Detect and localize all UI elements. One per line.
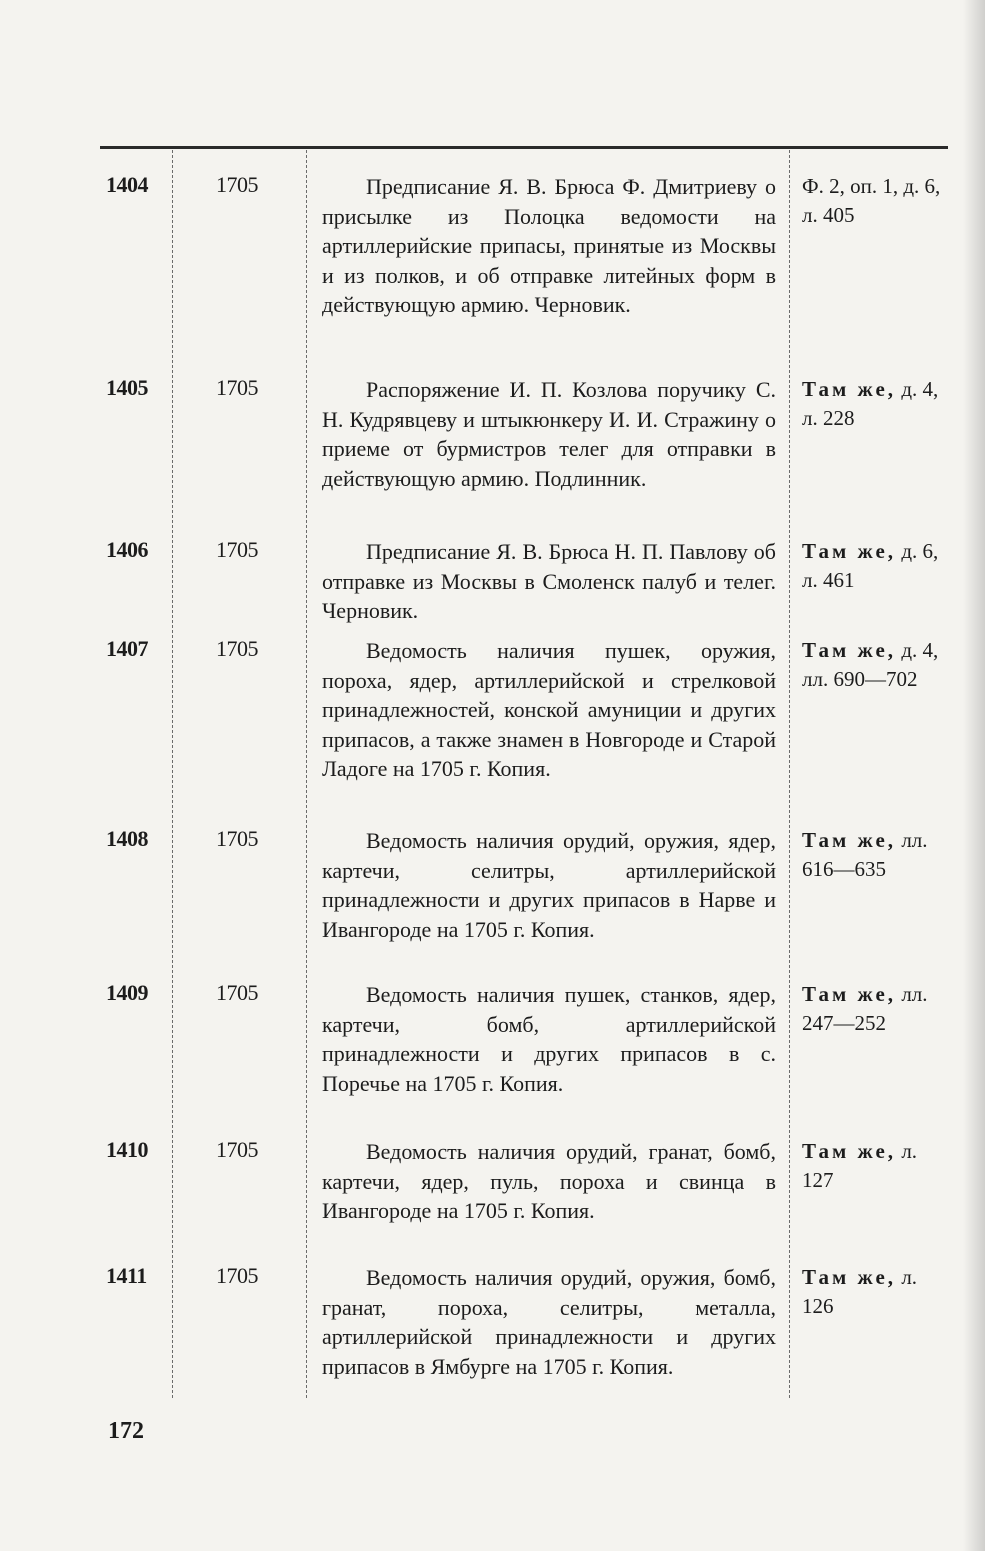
reference-text: лл. 616—635 — [802, 828, 928, 881]
row-reference — [802, 826, 952, 884]
row-number: 1408 — [106, 826, 148, 851]
row-number: 1407 — [106, 636, 148, 661]
row-number: 1404 — [106, 172, 148, 197]
reference-text: Ф. 2, оп. 1, д. 6, л. 405 — [802, 174, 941, 227]
reference-same-label: Там же, — [802, 638, 897, 662]
reference-text: л. 127 — [802, 1139, 918, 1192]
row-description: Предписание Я. В. Брюса Ф. Дмитриеву о присылке из Полоцка ведомости на артиллерийские припасы, принятые из Москвы и из полков, и об отправке литейных форм в действующую армию. Черновик. — [322, 174, 776, 317]
row-description: Ведомость наличия пушек, станков, ядер, картечи, бомб, артиллерийской принадлежности и других припасов в с. Поречье на 1705 г. Копия. — [322, 982, 776, 1096]
row-number: 1411 — [106, 1263, 147, 1288]
row-description: Распоряжение И. П. Козлова поручику С. Н. Кудрявцеву и штыкюнкеру И. И. Стражину о приеме от бурмистров телег для отправки в действующую армию. Подлинник. — [322, 377, 776, 491]
row-reference — [802, 172, 952, 230]
reference-same-label: Там же, — [802, 1139, 897, 1163]
row-description: Предписание Я. В. Брюса Н. П. Павлову об отправке из Москвы в Смоленск палуб и телег. Черновик. — [322, 539, 776, 623]
reference-text: л. 126 — [802, 1265, 918, 1318]
row-description: Ведомость наличия орудий, оружия, бомб, гранат, пороха, селитры, металла, артиллерийской принадлежности и других припасов в Ямбурге на 1705 г. Копия. — [322, 1265, 776, 1379]
column-divider-year — [306, 150, 307, 1398]
row-reference — [802, 636, 952, 694]
row-reference — [802, 1263, 952, 1321]
row-number: 1409 — [106, 980, 148, 1005]
row-year: 1705 — [216, 375, 258, 400]
row-description: Ведомость наличия орудий, оружия, ядер, картечи, селитры, артиллерийской принадлежности и других припасов в Нарве и Ивангороде на 1705 г. Копия. — [322, 828, 776, 942]
reference-same-label: Там же, — [802, 377, 897, 401]
column-divider-number — [172, 150, 173, 1398]
row-year: 1705 — [216, 826, 258, 851]
reference-same-label: Там же, — [802, 539, 897, 563]
reference-text: д. 6, л. 461 — [802, 539, 939, 592]
row-number: 1405 — [106, 375, 148, 400]
reference-text: лл. 247—252 — [802, 982, 928, 1035]
row-year: 1705 — [216, 172, 258, 197]
row-number: 1406 — [106, 537, 148, 562]
row-year: 1705 — [216, 537, 258, 562]
row-year: 1705 — [216, 1137, 258, 1162]
row-year: 1705 — [216, 980, 258, 1005]
row-description: Ведомость наличия орудий, гранат, бомб, картечи, ядер, пуль, пороха и свинца в Ивангороде на 1705 г. Копия. — [322, 1139, 776, 1223]
column-divider-description — [789, 150, 790, 1398]
row-description: Ведомость наличия пушек, оружия, пороха, ядер, артиллерийской и стрелковой принадлежностей, конской амуниции и других припасов, а также знамен в Новгороде и Старой Ладоге на 1705 г. Копия. — [322, 638, 776, 781]
row-year: 1705 — [216, 1263, 258, 1288]
reference-same-label: Там же, — [802, 982, 897, 1006]
reference-text: д. 4, л. 228 — [802, 377, 939, 430]
row-number: 1410 — [106, 1137, 148, 1162]
row-reference — [802, 980, 952, 1038]
page-edge-shadow — [963, 0, 985, 1551]
table-top-rule — [100, 146, 948, 149]
row-reference — [802, 1137, 952, 1195]
reference-text: д. 4, лл. 690—702 — [802, 638, 939, 691]
row-year: 1705 — [216, 636, 258, 661]
reference-same-label: Там же, — [802, 828, 897, 852]
reference-same-label: Там же, — [802, 1265, 897, 1289]
row-reference — [802, 375, 952, 433]
row-reference — [802, 537, 952, 595]
page-number: 172 — [108, 1418, 144, 1444]
